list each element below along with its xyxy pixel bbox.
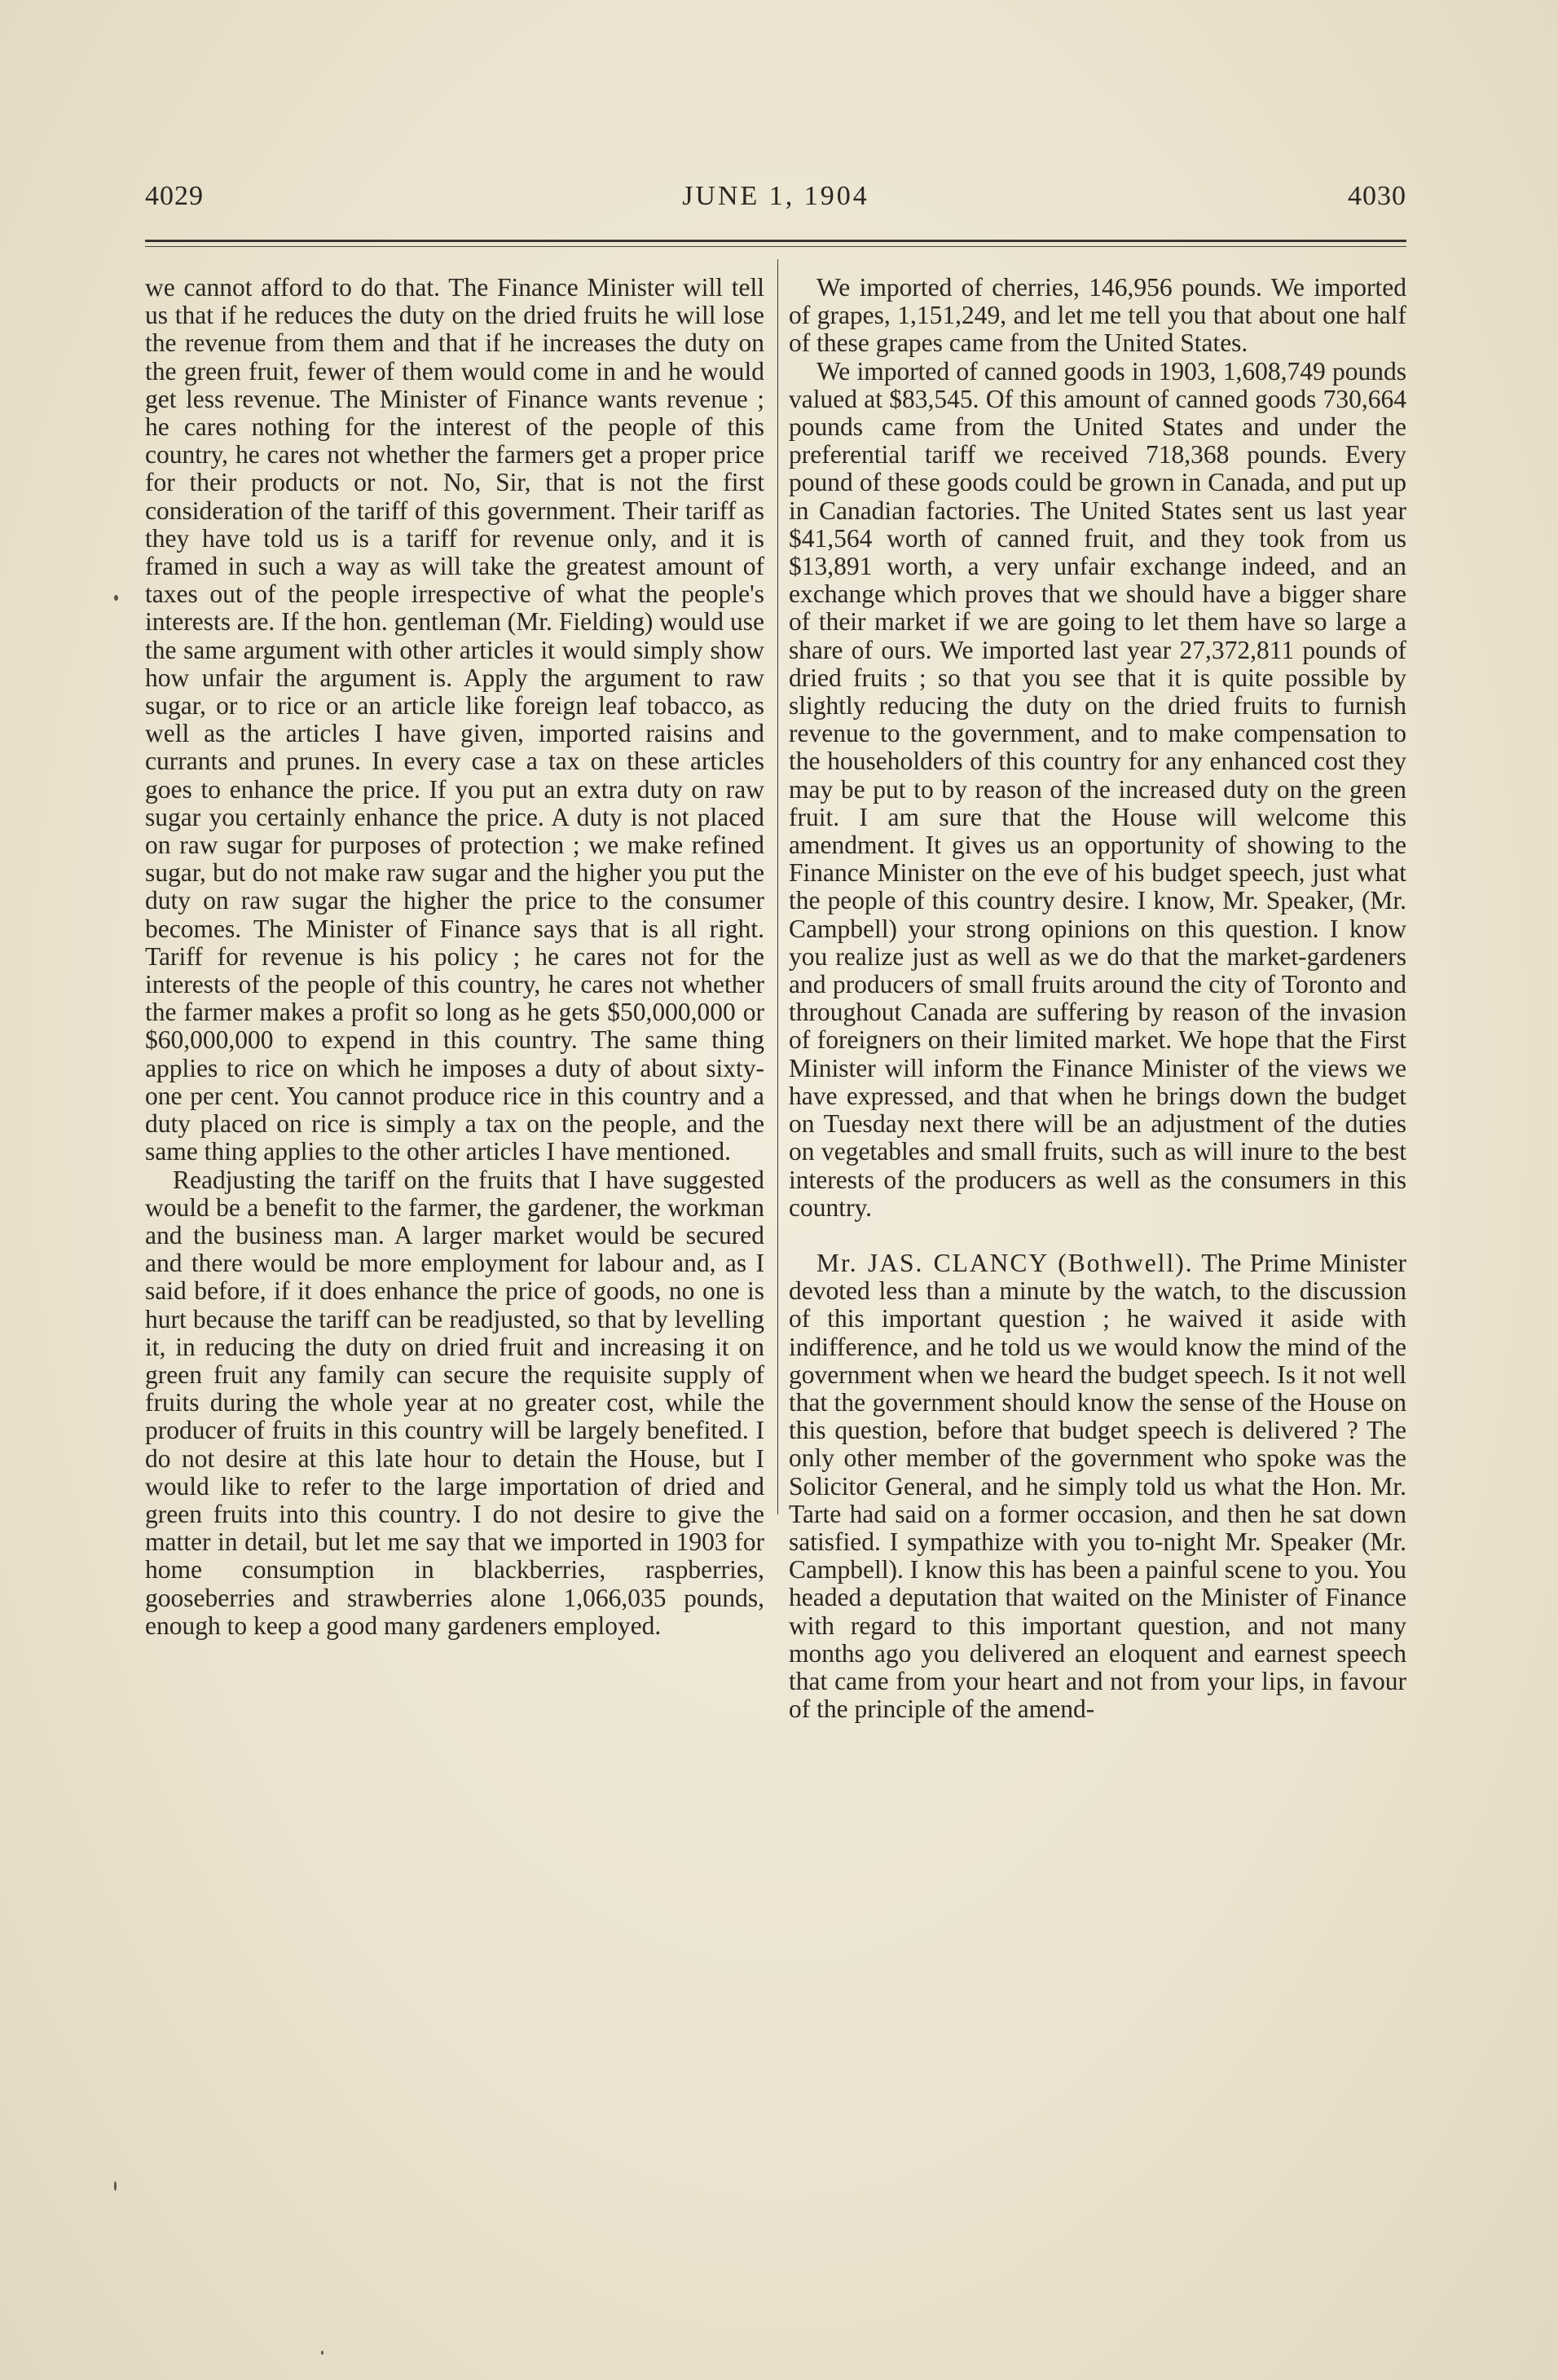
header-rule-thin <box>145 246 1406 247</box>
page-header <box>145 181 1406 217</box>
right-paragraph-1: We imported of cherries, 146,956 pounds. We imported of grapes, 1,151,249, and let me tell you that about one half of these grapes came from the United States. <box>789 273 1406 358</box>
left-column <box>145 274 764 1640</box>
speech-text: The Prime Minister devoted less than a minute by the watch, to the discussion of this important question ; he waived it aside with indifference, and he told us we would know the mind of the government when we heard the budget speech. Is it not well that the government should know the sense of the House on this question, before that budget speech is delivered ? The only other member of the government who spoke was the Solicitor General, and he simply told us what the Hon. Mr. Tarte had said on a former occasion, and then he sat down satisfied. I sympathize with you to-night Mr. Speaker (Mr. Campbell). I know this has been a painful scene to you. You headed a deputation that waited on the Minister of Finance with regard to this important question, and not many months ago you delivered an eloquent and earnest speech that came from your heart and not from your lips, in favour of the principle of the amend- <box>789 1248 1406 1724</box>
page-number-right: 4030 <box>1348 181 1406 211</box>
margin-speck <box>114 595 118 601</box>
margin-speck <box>114 2181 117 2191</box>
header-rule-thick <box>145 240 1406 242</box>
page-number-left: 4029 <box>145 181 204 211</box>
speech-paragraph <box>789 1250 1406 1723</box>
right-paragraph-2: We imported of canned goods in 1903, 1,608,749 pounds valued at $83,545. Of this amount of canned goods 730,664 pounds came from the United States and under the preferential tariff we received 718,368 pounds. Every pound of these goods could be grown in Canada, and put up in Canadian factories. The United States sent us last year $41,564 worth of canned fruit, and they took from us $13,891 worth, a very unfair exchange indeed, and an exchange which proves that we should have a bigger share of their market if we are going to let them have so large a share of ours. We imported last year 27,372,811 pounds of dried fruits ; so that you see that it is quite possible by slightly reducing the duty on the dried fruits to furnish revenue to the government, and to make compensation to the householders of this country for any enhanced cost they may be put to by reason of the increased duty on the green fruit. I am sure that the House will welcome this amendment. It gives us an opportunity of showing to the Finance Minister on the eve of his budget speech, just what the people of this country desire. I know, Mr. Speaker, (Mr. Campbell) your strong opinions on this question. I know you realize just as well as we do that the market-gardeners and producers of small fruits around the city of Toronto and throughout Canada are suffering by reason of the invasion of foreigners on their limited market. We hope that the First Minister will inform the Finance Minister of the views we have expressed, and that when he brings down the budget on Tuesday next there will be an adjustment of the duties on vegetables and small fruits, such as will inure to the best interests of the producers as well as the consumers in this country. <box>789 356 1406 1222</box>
page-date: JUNE 1, 1904 <box>682 181 869 211</box>
speaker-name: Mr. JAS. CLANCY (Bothwell). <box>816 1248 1194 1277</box>
margin-speck <box>321 2351 323 2355</box>
left-paragraph-2: Readjusting the tariff on the fruits that I have suggested would be a benefit to the farmer, the gardener, the workman and the business man. A larger market would be secured and there would be more employment for labour and, as I said before, if it does enhance the price of goods, no one is hurt because the tariff can be readjusted, so that by levelling it, in reducing the duty on dried fruit and increasing it on green fruit any family can secure the requisite supply of fruits during the whole year at no greater cost, while the producer of fruits in this country will be largely benefited. I do not desire at this late hour to detain the House, but I would like to refer to the large importation of dried and green fruits into this country. I do not desire to give the matter in detail, but let me say that we imported in 1903 for home consumption in blackberries, raspberries, gooseberries and strawberries alone 1,066,035 pounds, enough to keep a good many gardeners employed. <box>145 1165 764 1640</box>
column-divider <box>777 259 778 1514</box>
left-paragraph-1: we cannot afford to do that. The Finance Minister will tell us that if he reduces the duty on the dried fruits he will lose the revenue from them and that if he increases the duty on the green fruit, fewer of them would come in and he would get less revenue. The Minister of Finance wants revenue ; he cares nothing for the interest of the people of this country, he cares not whether the farmers get a proper price for their products or not. No, Sir, that is not the first consideration of the tariff of this government. Their tariff as they have told us is a tariff for revenue only, and it is framed in such a way as will take the greatest amount of taxes out of the people irrespective of what the people's interests are. If the hon. gentleman (Mr. Fielding) would use the same argument with other articles it would simply show how unfair the argument is. Apply the argument to raw sugar, or to rice or an article like foreign leaf tobacco, as well as the articles I have given, imported raisins and currants and prunes. In every case a tax on these articles goes to enhance the price. If you put an extra duty on raw sugar you certainly enhance the price. A duty is not placed on raw sugar for purposes of protection ; we make refined sugar, but do not make raw sugar and the higher you put the duty on raw sugar the higher the price to the consumer becomes. The Minister of Finance says that is all right. Tariff for revenue is his policy ; he cares not for the interests of the people of this country, he cares not whether the farmer makes a profit so long as he gets $50,000,000 or $60,000,000 to expend in this country. The same thing applies to rice on which he imposes a duty of about sixty-one per cent. You cannot produce rice in this country and a duty placed on rice is simply a tax on the people, and the same thing applies to the other articles I have mentioned. <box>145 273 764 1166</box>
right-column <box>789 274 1406 1723</box>
